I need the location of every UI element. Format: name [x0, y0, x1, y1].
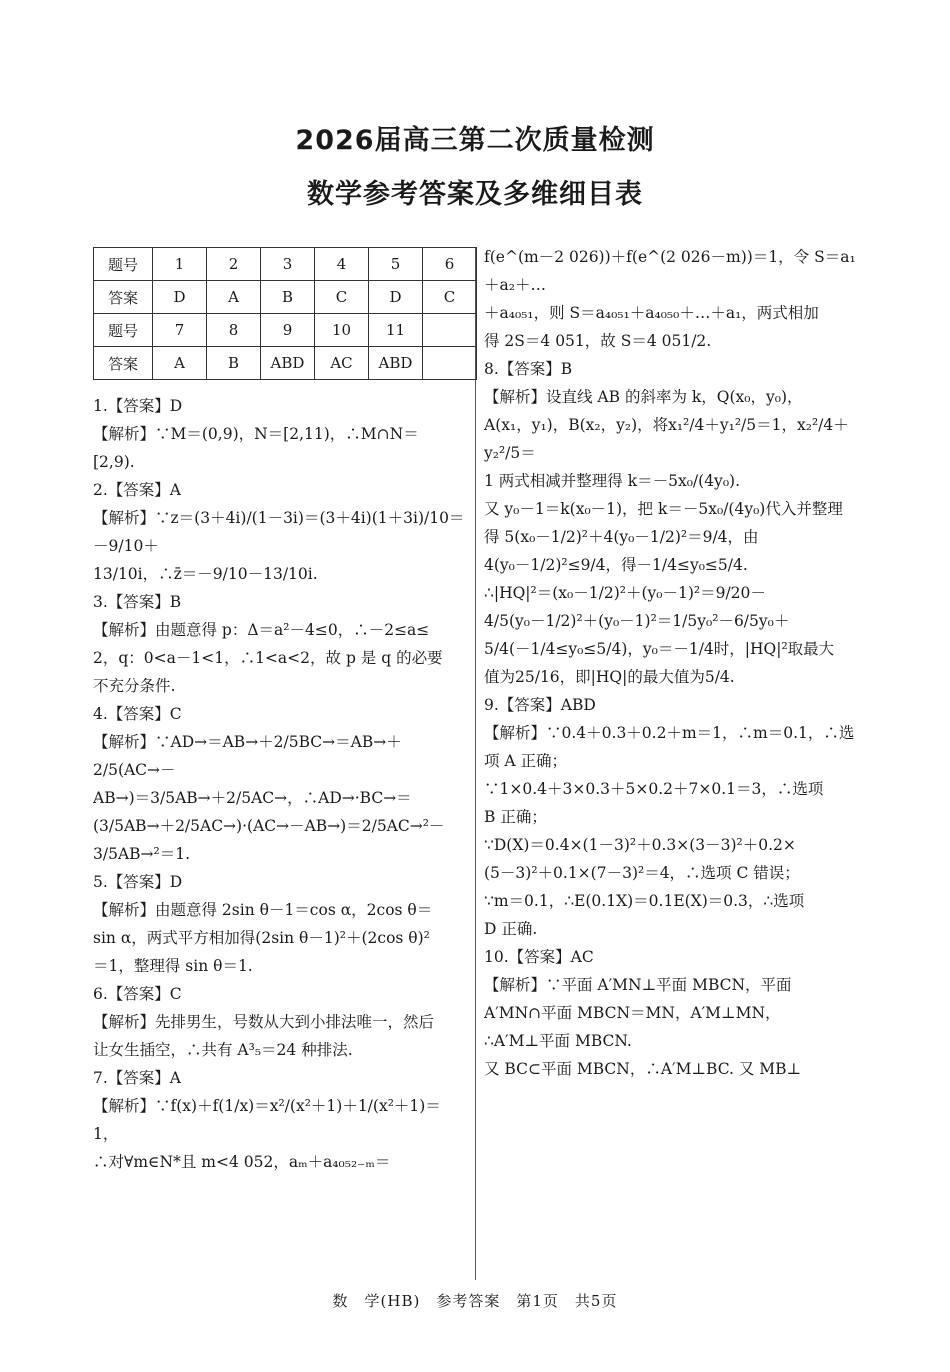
table-cell: A: [207, 281, 261, 314]
solution-line: ＋a₄₀₅₁，则 S＝a₄₀₅₁＋a₄₀₅₀＋…＋a₁，两式相加: [484, 304, 819, 322]
solution-line: f(e^(m－2 026))＋f(e^(2 026－m))＝1，令 S＝a₁＋a₂＋…: [484, 248, 856, 294]
solution-line: ∴A′M⊥平面 MBCN.: [484, 1032, 632, 1050]
solution-line: 【解析】∵f(x)＋f(1/x)＝x²/(x²＋1)＋1/(x²＋1)＝1，: [93, 1097, 441, 1143]
table-cell: [423, 347, 477, 380]
question-answer-line: 9.【答案】ABD: [484, 696, 596, 714]
question-answer-line: 1.【答案】D: [93, 397, 183, 415]
table-row-header: 答案: [94, 347, 153, 380]
table-cell: 5: [369, 248, 423, 281]
solution-line: 4/5(y₀－1/2)²＋(y₀－1)²＝1/5y₀²－6/5y₀＋: [484, 612, 790, 630]
table-row: [94, 314, 477, 347]
solution-line: 【解析】由题意得 p：Δ＝a²－4≤0，∴－2≤a≤: [93, 621, 430, 639]
table-cell: 11: [369, 314, 423, 347]
table-cell: [423, 314, 477, 347]
solution-line: A′MN∩平面 MBCN＝MN，A′M⊥MN，: [484, 1004, 781, 1022]
question-answer-line: 2.【答案】A: [93, 481, 181, 499]
right-column: [484, 243, 858, 1083]
page-footer: 数 学(HB) 参考答案 第1页 共5页: [332, 1292, 618, 1310]
solution-line: 13/10i，∴z̄＝－9/10－13/10i.: [93, 565, 318, 583]
solution-line: ∵1×0.4＋3×0.3＋5×0.2＋7×0.1＝3，∴选项: [484, 780, 824, 798]
solution-line: 让女生插空，∴共有 A³₅＝24 种排法.: [93, 1041, 353, 1059]
solution-line: 值为25/16，即|HQ|的最大值为5/4.: [484, 668, 735, 686]
solution-line: 5/4(－1/4≤y₀≤5/4)，y₀＝－1/4时，|HQ|²取最大: [484, 640, 835, 658]
table-cell: 1: [153, 248, 207, 281]
solution-line: sin α，两式平方相加得(2sin θ－1)²＋(2cos θ)²: [93, 929, 430, 947]
solution-line: D 正确.: [484, 920, 538, 938]
table-row-header: 题号: [94, 314, 153, 347]
left-column: [93, 392, 465, 1176]
table-cell: 9: [261, 314, 315, 347]
table-cell: D: [153, 281, 207, 314]
question-answer-line: 6.【答案】C: [93, 985, 182, 1003]
table-cell: ABD: [261, 347, 315, 380]
table-cell: B: [207, 347, 261, 380]
table-cell: 7: [153, 314, 207, 347]
table-cell: B: [261, 281, 315, 314]
solution-line: 又 y₀－1＝k(x₀－1)，把 k＝－5x₀/(4y₀)代入并整理: [484, 500, 843, 518]
question-answer-line: 10.【答案】AC: [484, 948, 594, 966]
solution-line: ∴对∀m∈N*且 m<4 052，aₘ＋a₄₀₅₂₋ₘ＝: [93, 1153, 391, 1171]
question-answer-line: 4.【答案】C: [93, 705, 182, 723]
solution-line: 3/5AB→²＝1.: [93, 845, 191, 863]
table-row-header: 答案: [94, 281, 153, 314]
table-cell: 3: [261, 248, 315, 281]
solution-line: 得 2S＝4 051，故 S＝4 051/2.: [484, 332, 712, 350]
solution-line: (3/5AB→＋2/5AC→)·(AC→－AB→)＝2/5AC→²－: [93, 817, 445, 835]
solution-line: 【解析】∵平面 A′MN⊥平面 MBCN，平面: [484, 976, 792, 994]
table-cell: 8: [207, 314, 261, 347]
solution-line: AB→)＝3/5AB→＋2/5AC→，∴AD→·BC→＝: [93, 789, 412, 807]
solution-line: B 正确；: [484, 808, 547, 826]
table-cell: AC: [315, 347, 369, 380]
solution-line: A(x₁，y₁)，B(x₂，y₂)，将x₁²/4＋y₁²/5＝1，x₂²/4＋y₂²/5＝: [484, 416, 849, 462]
table-row: [94, 248, 477, 281]
question-answer-line: 7.【答案】A: [93, 1069, 181, 1087]
question-answer-line: 5.【答案】D: [93, 873, 183, 891]
column-divider: [475, 248, 476, 1280]
solution-line: 【解析】∵0.4＋0.3＋0.2＋m＝1，∴m＝0.1，∴选: [484, 724, 855, 742]
question-answer-line: 3.【答案】B: [93, 593, 182, 611]
page-title: 2026届高三第二次质量检测: [295, 125, 655, 156]
page-subtitle: 数学参考答案及多维细目表: [307, 179, 643, 210]
solution-line: 【解析】∵AD→＝AB→＋2/5BC→＝AB→＋2/5(AC→－: [93, 733, 402, 779]
table-cell: 2: [207, 248, 261, 281]
solution-line: 4(y₀－1/2)²≤9/4，得－1/4≤y₀≤5/4.: [484, 556, 748, 574]
table-cell: C: [423, 281, 477, 314]
table-cell: 10: [315, 314, 369, 347]
solution-line: 【解析】先排男生，号数从大到小排法唯一，然后: [93, 1013, 435, 1031]
solution-line: ＝1，整理得 sin θ＝1.: [93, 957, 253, 975]
solution-line: ∵D(X)＝0.4×(1－3)²＋0.3×(3－3)²＋0.2×: [484, 836, 796, 854]
solution-line: 不充分条件.: [93, 677, 176, 695]
table-cell: A: [153, 347, 207, 380]
table-cell: ABD: [369, 347, 423, 380]
solution-line: ∵m＝0.1，∴E(0.1X)＝0.1E(X)＝0.3，∴选项: [484, 892, 805, 910]
answer-table: [93, 247, 477, 380]
solution-line: 项 A 正确；: [484, 752, 568, 770]
solution-line: 1 两式相减并整理得 k＝－5x₀/(4y₀).: [484, 472, 741, 490]
solution-line: 【解析】∵z＝(3＋4i)/(1－3i)＝(3＋4i)(1＋3i)/10＝－9/10＋: [93, 509, 465, 555]
solution-line: [2,9).: [93, 453, 135, 471]
table-cell: D: [369, 281, 423, 314]
solution-line: ∴|HQ|²＝(x₀－1/2)²＋(y₀－1)²＝9/20－: [484, 584, 766, 602]
table-row: [94, 347, 477, 380]
table-cell: 6: [423, 248, 477, 281]
question-answer-line: 8.【答案】B: [484, 360, 573, 378]
table-row: [94, 281, 477, 314]
table-row-header: 题号: [94, 248, 153, 281]
table-cell: 4: [315, 248, 369, 281]
solution-line: 2，q：0<a－1<1，∴1<a<2，故 p 是 q 的必要: [93, 649, 443, 667]
solution-line: 得 5(x₀－1/2)²＋4(y₀－1/2)²＝9/4，由: [484, 528, 759, 546]
solution-line: 【解析】设直线 AB 的斜率为 k，Q(x₀，y₀)，: [484, 388, 803, 406]
solution-line: (5－3)²＋0.1×(7－3)²＝4，∴选项 C 错误；: [484, 864, 800, 882]
solution-line: 又 BC⊂平面 MBCN，∴A′M⊥BC. 又 MB⊥: [484, 1060, 802, 1078]
solution-line: 【解析】由题意得 2sin θ－1＝cos α，2cos θ＝: [93, 901, 433, 919]
table-cell: C: [315, 281, 369, 314]
solution-line: 【解析】∵M＝(0,9)，N＝[2,11)，∴M∩N＝: [93, 425, 419, 443]
